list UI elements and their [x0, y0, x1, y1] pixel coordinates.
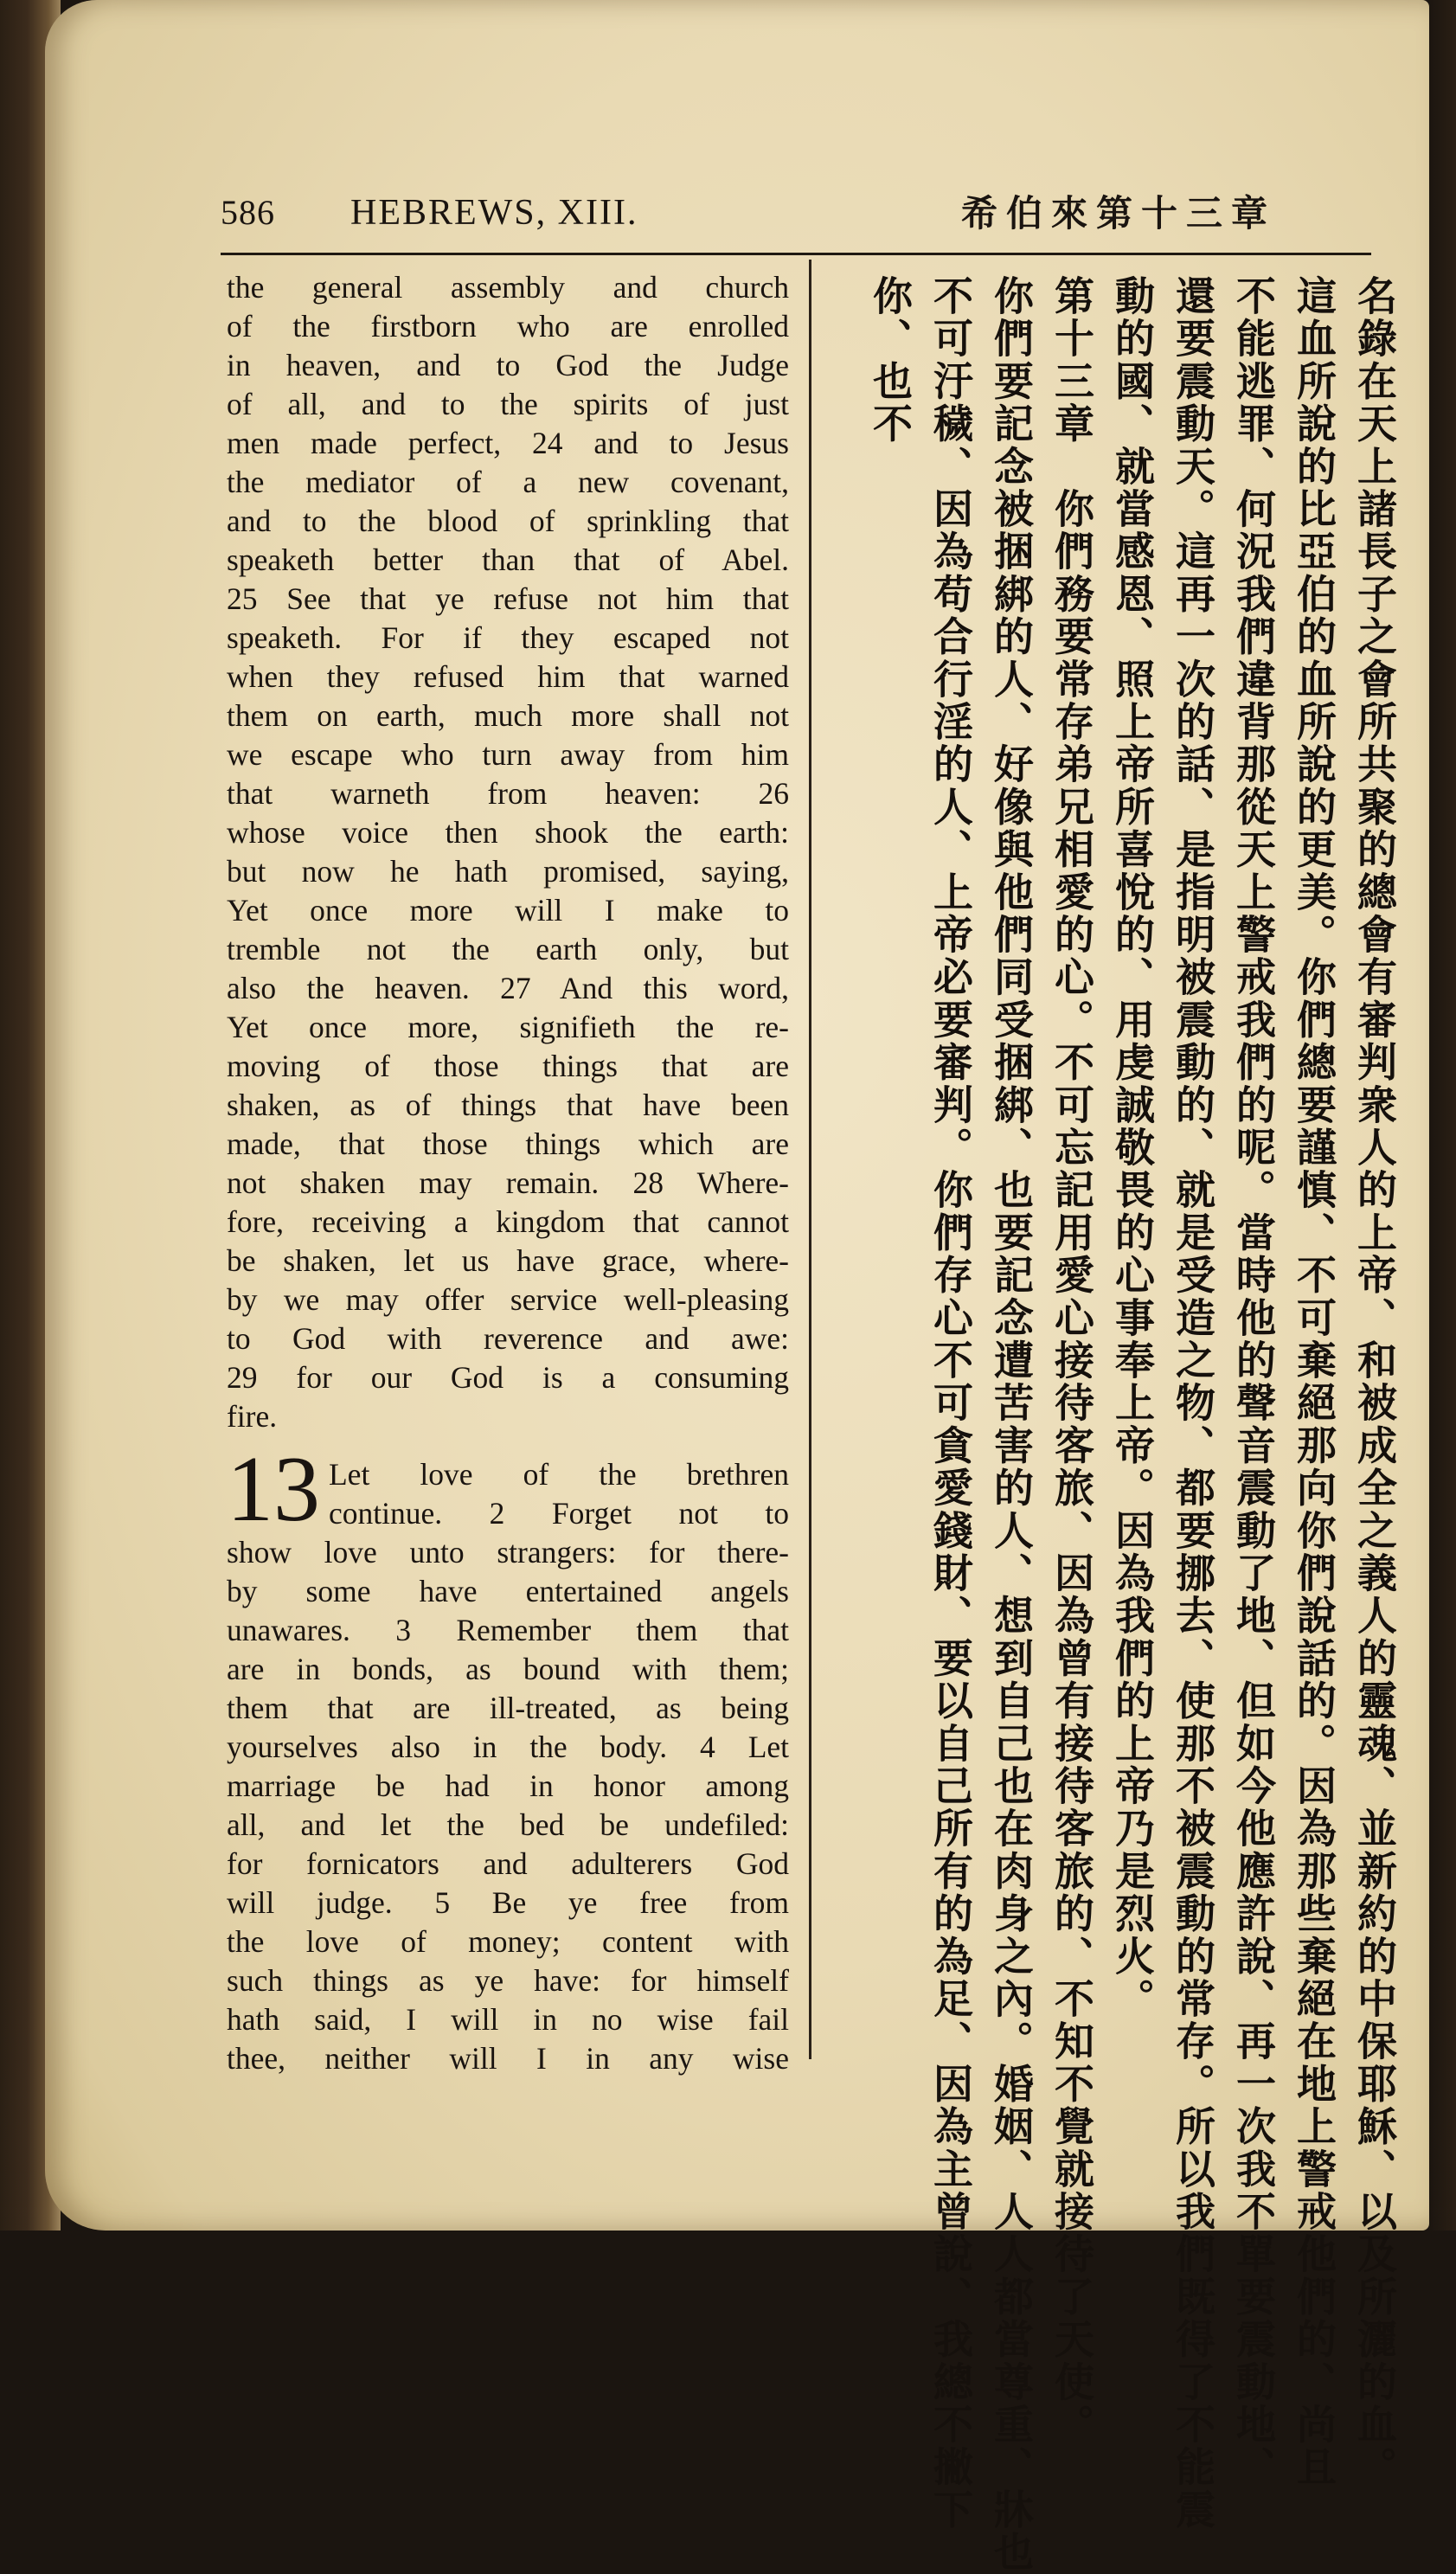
english-chapter-line: continue. 2 Forget not to	[329, 1496, 789, 1531]
english-line: 25 See that ye refuse not him that	[227, 581, 789, 616]
english-line: also the heaven. 27 And this word,	[227, 971, 789, 1005]
english-line: be shaken, let us have grace, where-	[227, 1243, 789, 1278]
chinese-column-line: 你們要記念被捆綁的人、好像與他們同受捆綁、也要記念遭苦害的人、想到自己也在肉身之內。婚姻、人人都當尊重、牀也	[988, 275, 1035, 2574]
english-line: we escape who turn away from him	[227, 737, 789, 772]
english-line: to God with reverence and awe:	[227, 1321, 789, 1356]
chinese-column-line: 名錄在天上諸長子之會所共聚的總會有審判衆人的上帝、和被成全之義人的靈魂、並新約的中保耶穌、以及所灑的血。	[1351, 275, 1398, 2489]
english-chapter-line: hath said, I will in no wise fail	[227, 2002, 789, 2037]
english-line: them on earth, much more shall not	[227, 698, 789, 733]
chinese-column-line: 不可汙穢、因為苟合行淫的人、上帝必要審判。你們存心不可貪愛錢財、要以自己所有的為足、因為主曾說、我總不撇下	[927, 275, 974, 2532]
english-chapter-line: for fornicators and adulterers God	[227, 1846, 789, 1881]
english-line: speaketh better than that of Abel.	[227, 542, 789, 577]
chinese-running-head: 希伯來第十三章	[960, 192, 1276, 234]
chapter-number: 13	[227, 1438, 320, 1541]
english-line: Yet once more, signifieth the re-	[227, 1010, 789, 1044]
running-head: HEBREWS, XIII.	[350, 193, 638, 233]
english-line: when they refused him that warned	[227, 659, 789, 694]
english-line: fore, receiving a kingdom that cannot	[227, 1204, 789, 1239]
english-chapter-text	[227, 1455, 789, 2078]
english-chapter-line: will judge. 5 Be ye free from	[227, 1885, 789, 1920]
english-line: Yet once more will I make to	[227, 893, 789, 928]
english-line: made, that those things which are	[227, 1127, 789, 1161]
english-chapter-line: all, and let the bed be undefiled:	[227, 1807, 789, 1842]
page-number: 586	[221, 193, 275, 232]
column-divider	[809, 260, 811, 2059]
english-chapter-line: such things as ye have: for himself	[227, 1963, 789, 1998]
english-chapter-line: thee, neither will I in any wise	[227, 2041, 789, 2076]
english-chapter-line: by some have entertained angels	[227, 1574, 789, 1608]
english-line: and to the blood of sprinkling that	[227, 504, 789, 538]
english-line: moving of those things that are	[227, 1049, 789, 1083]
chinese-column-line: 動的國、就當感恩、照上帝所喜悅的、用虔誠敬畏的心事奉上帝。因為我們的上帝乃是烈火。	[1109, 275, 1156, 2021]
chinese-column-line: 第十三章 你們務要常存弟兄相愛的心。不可忘記用愛心接待客旅、因為曾有接待客旅的、不知不覺就接待了天使。	[1049, 275, 1095, 2447]
page-edge-shadow	[1428, 0, 1456, 2231]
english-text-before	[227, 268, 789, 1436]
chinese-column-line: 不能逃罪、何況我們違背那從天上警戒我們的呢。當時他的聲音震動了地、但如今他應許說、再一次我不單要震動地、	[1230, 275, 1277, 2489]
page-header	[221, 182, 1276, 242]
chinese-column-line: 還要震動天。這再一次的話、是指明被震動的、就是受造之物、都要挪去、使那不被震動的常存。所以我們既得了不能震	[1170, 275, 1216, 2532]
english-line: men made perfect, 24 and to Jesus	[227, 426, 789, 460]
english-line: of all, and to the spirits of just	[227, 387, 789, 421]
english-line: in heaven, and to God the Judge	[227, 348, 789, 382]
english-line: of the firstborn who are enrolled	[227, 309, 789, 343]
english-chapter-line: Let love of the brethren	[329, 1457, 789, 1492]
english-chapter-line: the love of money; content with	[227, 1924, 789, 1959]
english-chapter-line: show love unto strangers: for there-	[227, 1535, 789, 1569]
english-line: fire.	[227, 1399, 278, 1434]
chinese-column-line: 這血所說的比亞伯的血所說的更美。你們總要謹慎、不可棄絕那向你們說話的。因為那些棄絕在地上警戒他們的、尚且	[1291, 275, 1337, 2489]
english-chapter-line: are in bonds, as bound with them;	[227, 1652, 789, 1686]
chinese-column-line: 你、也不	[867, 275, 914, 446]
english-line: the mediator of a new covenant,	[227, 465, 789, 499]
english-line: but now he hath promised, saying,	[227, 854, 789, 889]
english-line: whose voice then shook the earth:	[227, 815, 789, 850]
english-line: that warneth from heaven: 26	[227, 776, 789, 811]
english-line: by we may offer service well-pleasing	[227, 1282, 789, 1317]
english-chapter-line: them that are ill-treated, as being	[227, 1691, 789, 1725]
english-line: shaken, as of things that have been	[227, 1088, 789, 1122]
english-line: speaketh. For if they escaped not	[227, 620, 789, 655]
english-line: the general assembly and church	[227, 270, 789, 305]
english-line: not shaken may remain. 28 Where-	[227, 1165, 789, 1200]
english-column	[227, 268, 789, 2078]
english-line: 29 for our God is a consuming	[227, 1360, 789, 1395]
english-chapter-line: yourselves also in the body. 4 Let	[227, 1730, 789, 1764]
header-rule	[221, 253, 1371, 255]
english-chapter-line: marriage be had in honor among	[227, 1768, 789, 1803]
english-line: tremble not the earth only, but	[227, 932, 789, 966]
english-chapter-line: unawares. 3 Remember them that	[227, 1613, 789, 1647]
